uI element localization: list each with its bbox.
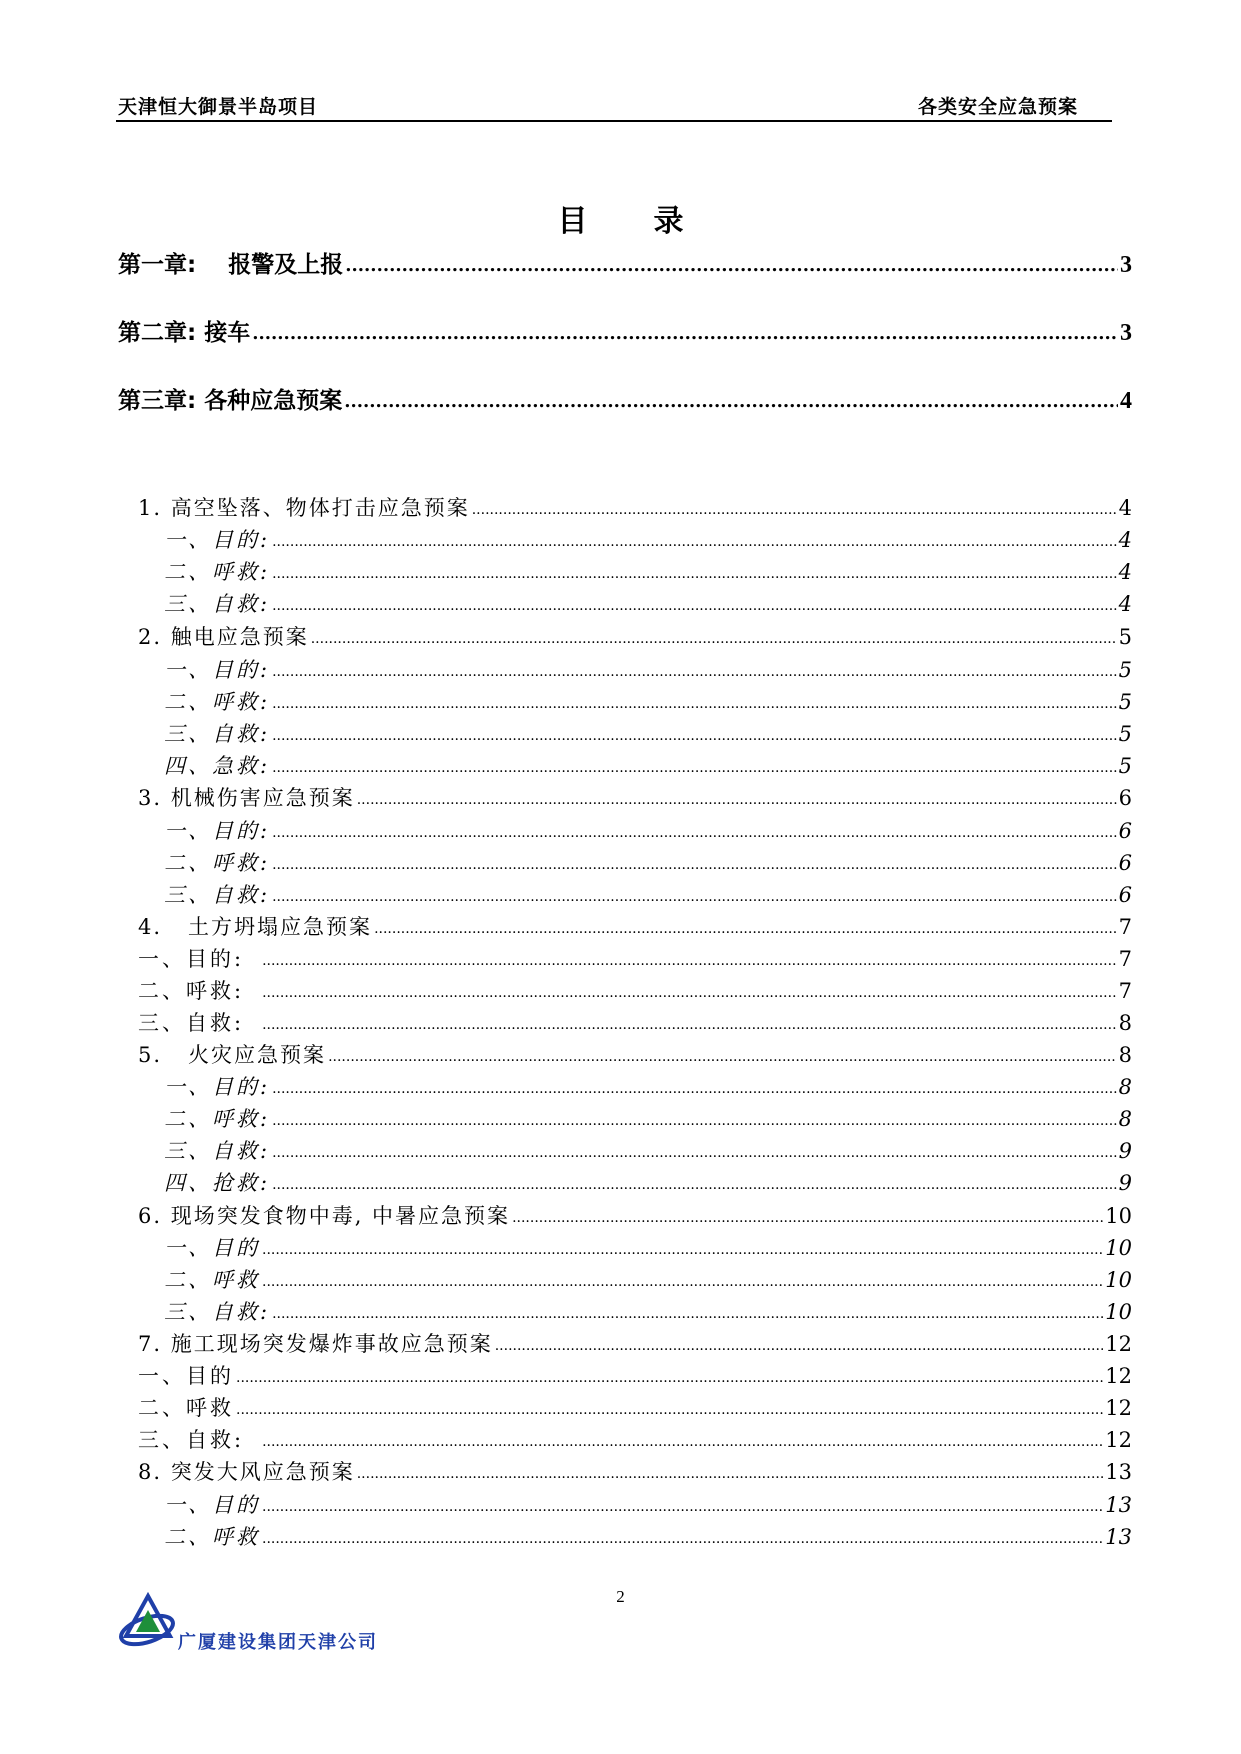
toc-label: 三、自救: — [164, 592, 271, 616]
toc-page: 5 — [1118, 722, 1132, 746]
toc-leader — [272, 696, 1117, 712]
toc-chapter-2[interactable] — [118, 314, 1132, 347]
toc-subsection[interactable] — [164, 718, 1132, 748]
toc-label: 二、呼救: — [164, 1107, 271, 1131]
toc-leader — [344, 391, 1118, 412]
toc-label: 三、自救: — [164, 1300, 271, 1324]
toc-label: 二、呼救: — [164, 851, 271, 875]
toc-leader — [272, 1306, 1103, 1322]
toc-label: 一、目的: — [164, 658, 271, 682]
toc-page: 5 — [1118, 658, 1132, 682]
toc-subsection[interactable] — [138, 1007, 1132, 1037]
toc-page: 8 — [1118, 1107, 1132, 1131]
toc-label: 一、目的 — [138, 1364, 234, 1388]
toc-leader — [236, 1370, 1103, 1386]
toc-subsection[interactable] — [164, 556, 1132, 586]
toc-subsection[interactable] — [164, 588, 1132, 618]
toc-subsection[interactable] — [164, 1264, 1132, 1294]
toc-leader — [328, 1049, 1117, 1065]
toc-label: 二、呼救 — [164, 1268, 260, 1292]
toc-page: 12 — [1105, 1332, 1132, 1356]
toc-page: 12 — [1105, 1396, 1132, 1420]
toc-label: 一、目的: — [164, 1075, 271, 1099]
toc-section[interactable] — [138, 621, 1132, 651]
toc-subsection[interactable] — [138, 1424, 1132, 1454]
toc-leader — [272, 1145, 1117, 1161]
toc-page: 6 — [1118, 851, 1132, 875]
toc-subsection[interactable] — [164, 847, 1132, 877]
toc-leader — [272, 857, 1117, 873]
toc-label: 四、急救: — [164, 754, 271, 778]
toc-label: 三、自救: — [138, 1011, 245, 1035]
toc-leader — [374, 921, 1117, 937]
toc-section[interactable] — [138, 1328, 1132, 1358]
toc-page: 4 — [1118, 496, 1132, 520]
toc-page: 8 — [1118, 1043, 1132, 1067]
toc-leader — [262, 953, 1117, 969]
toc-label: 三、自救: — [164, 722, 271, 746]
toc-page: 10 — [1105, 1268, 1132, 1292]
toc-leader — [262, 1499, 1103, 1515]
header-document-title: 各类安全应急预案 — [917, 96, 1078, 118]
toc-subsection[interactable] — [164, 654, 1132, 684]
toc-chapter-3[interactable] — [118, 382, 1132, 415]
toc-leader — [272, 889, 1117, 905]
toc-page: 5 — [1118, 754, 1132, 778]
toc-label: 三、自救: — [164, 1139, 271, 1163]
toc-label: 5. 火灾应急预案 — [138, 1043, 327, 1067]
toc-page: 3 — [1120, 320, 1132, 346]
toc-label: 1. 高空坠落、物体打击应急预案 — [138, 496, 470, 520]
toc-page: 12 — [1105, 1364, 1132, 1388]
toc-page: 6 — [1118, 883, 1132, 907]
toc-subsection[interactable] — [164, 1135, 1132, 1165]
toc-leader — [262, 1242, 1103, 1258]
toc-page: 13 — [1105, 1525, 1132, 1549]
toc-page: 7 — [1118, 915, 1132, 939]
toc-leader — [272, 1113, 1117, 1129]
toc-label: 一、目的: — [164, 528, 271, 552]
toc-leader — [472, 502, 1117, 518]
toc-leader — [495, 1338, 1104, 1354]
toc-section[interactable] — [138, 492, 1132, 522]
toc-page: 13 — [1105, 1460, 1132, 1484]
toc-page: 9 — [1118, 1171, 1132, 1195]
toc-label: 二、呼救 — [138, 1396, 234, 1420]
toc-label: 第一章: 报警及上报 — [118, 252, 344, 278]
toc-leader — [262, 1274, 1103, 1290]
toc-subsection[interactable] — [164, 1296, 1132, 1326]
toc-label: 四、抢救: — [164, 1171, 271, 1195]
toc-page: 10 — [1105, 1236, 1132, 1260]
toc-leader — [311, 631, 1117, 647]
toc-label: 2. 触电应急预案 — [138, 625, 309, 649]
toc-leader — [345, 255, 1118, 276]
toc-leader — [272, 1177, 1117, 1193]
toc-leader — [272, 760, 1117, 776]
toc-leader — [262, 985, 1117, 1001]
toc-leader — [357, 792, 1117, 808]
toc-leader — [272, 566, 1117, 582]
toc-section[interactable] — [138, 911, 1132, 941]
toc-page: 13 — [1105, 1493, 1132, 1517]
toc-label: 7. 施工现场突发爆炸事故应急预案 — [138, 1332, 493, 1356]
toc-page: 6 — [1118, 786, 1132, 810]
toc-page: 3 — [1120, 252, 1132, 278]
toc-subsection[interactable] — [138, 1392, 1132, 1422]
toc-section[interactable] — [138, 1200, 1132, 1230]
toc-page: 4 — [1120, 388, 1132, 414]
toc-subsection[interactable] — [164, 1521, 1132, 1551]
toc-page: 7 — [1118, 979, 1132, 1003]
toc-leader — [357, 1466, 1104, 1482]
toc-leader — [262, 1017, 1117, 1033]
toc-page: 8 — [1118, 1011, 1132, 1035]
toc-page: 7 — [1118, 947, 1132, 971]
toc-page: 12 — [1105, 1428, 1132, 1452]
toc-leader — [272, 534, 1117, 550]
toc-subsection[interactable] — [164, 1167, 1132, 1197]
toc-page: 10 — [1105, 1204, 1132, 1228]
page-number: 2 — [616, 1587, 625, 1606]
toc-leader — [272, 1081, 1117, 1097]
toc-page: 4 — [1118, 560, 1132, 584]
toc-subsection[interactable] — [138, 1360, 1132, 1390]
toc-leader — [512, 1210, 1103, 1226]
toc-subsection[interactable] — [164, 879, 1132, 909]
company-name: 广厦建设集团天津公司 — [178, 1632, 378, 1653]
toc-label: 三、自救: — [138, 1428, 245, 1452]
toc-label: 一、目的 — [164, 1493, 260, 1517]
toc-leader — [272, 728, 1117, 744]
toc-subsection[interactable] — [138, 975, 1132, 1005]
toc-leader — [272, 825, 1117, 841]
toc-subsection[interactable] — [164, 1232, 1132, 1262]
toc-subsection[interactable] — [164, 1489, 1132, 1519]
toc-section[interactable] — [138, 782, 1132, 812]
toc-leader — [262, 1434, 1103, 1450]
page-header — [116, 88, 1112, 122]
toc-leader — [272, 598, 1117, 614]
toc-label: 二、呼救 — [164, 1525, 260, 1549]
toc-page: 5 — [1118, 625, 1132, 649]
toc-subsection[interactable] — [164, 524, 1132, 554]
toc-page: 5 — [1118, 690, 1132, 714]
company-logo-icon — [118, 1592, 180, 1648]
toc-page: 8 — [1118, 1075, 1132, 1099]
toc-page: 9 — [1118, 1139, 1132, 1163]
toc-subsection[interactable] — [164, 815, 1132, 845]
toc-label: 8. 突发大风应急预案 — [138, 1460, 355, 1484]
toc-label: 一、目的: — [164, 819, 271, 843]
toc-label: 二、呼救: — [138, 979, 245, 1003]
toc-label: 第三章: 各种应急预案 — [118, 388, 343, 414]
toc-section[interactable] — [138, 1456, 1132, 1486]
toc-leader — [262, 1531, 1103, 1547]
toc-subsection[interactable] — [164, 1103, 1132, 1133]
toc-subsection[interactable] — [164, 686, 1132, 716]
toc-page: 10 — [1105, 1300, 1132, 1324]
toc-title: 目录 — [557, 204, 750, 239]
toc-leader — [236, 1402, 1103, 1418]
toc-label: 第二章: 接车 — [118, 320, 251, 346]
toc-label: 二、呼救: — [164, 560, 271, 584]
toc-subsection[interactable] — [164, 1071, 1132, 1101]
toc-label: 6. 现场突发食物中毒, 中暑应急预案 — [138, 1204, 511, 1228]
toc-page: 4 — [1118, 592, 1132, 616]
toc-label: 三、自救: — [164, 883, 271, 907]
toc-leader — [272, 664, 1117, 680]
toc-label: 一、目的: — [138, 947, 245, 971]
toc-subsection[interactable] — [138, 943, 1132, 973]
toc-chapter-1[interactable] — [118, 246, 1132, 279]
toc-label: 3. 机械伤害应急预案 — [138, 786, 355, 810]
toc-label: 4. 土方坍塌应急预案 — [138, 915, 373, 939]
toc-label: 一、目的 — [164, 1236, 260, 1260]
toc-label: 二、呼救: — [164, 690, 271, 714]
header-project-name: 天津恒大御景半岛项目 — [118, 96, 319, 118]
toc-page: 4 — [1118, 528, 1132, 552]
toc-section[interactable] — [138, 1039, 1132, 1069]
toc-page: 6 — [1118, 819, 1132, 843]
toc-leader — [252, 323, 1118, 344]
toc-subsection[interactable] — [164, 750, 1132, 780]
